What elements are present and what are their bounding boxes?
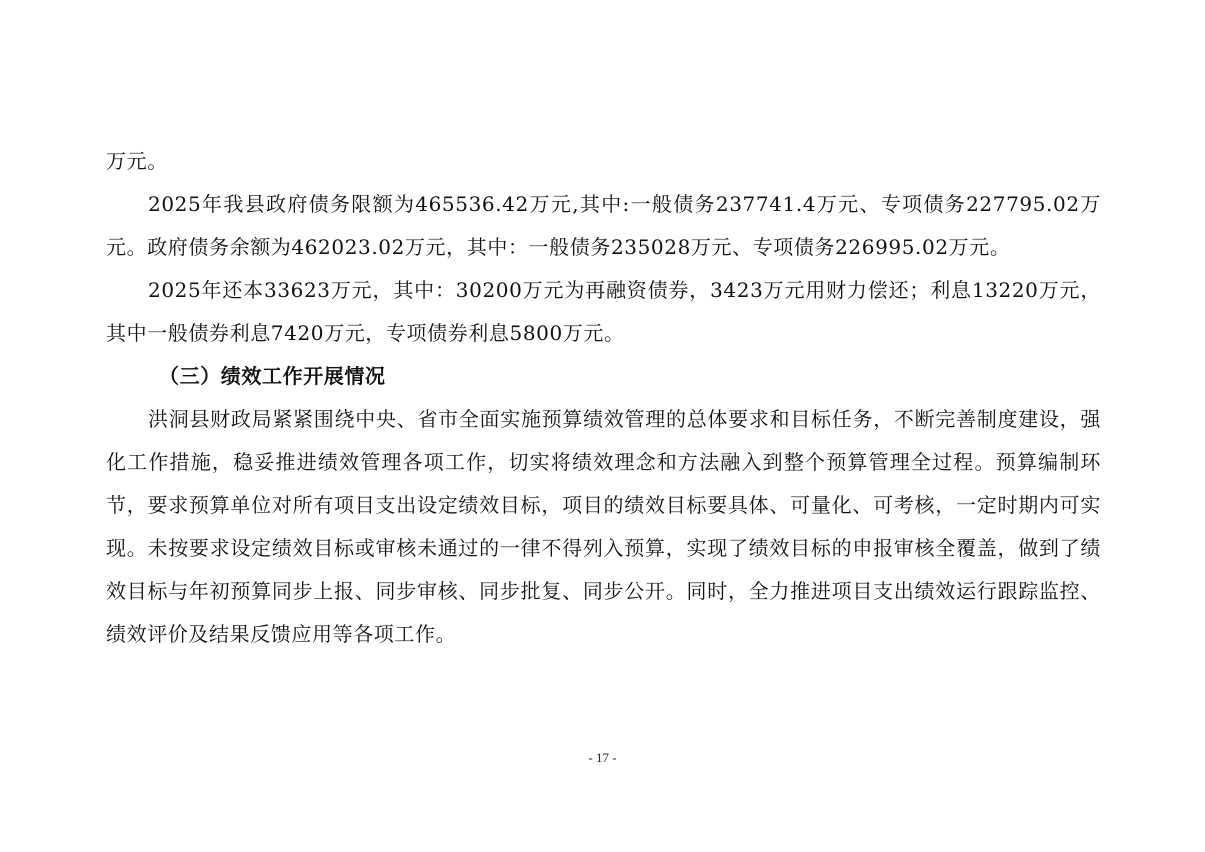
section-heading: （三）绩效工作开展情况 [159, 364, 386, 388]
page-number: - 17 - [588, 750, 617, 765]
performance-paragraph: 洪洞县财政局紧紧围绕中央、省市全面实施预算绩效管理的总体要求和目标任务，不断完善制度建设，强化工作措施，稳妥推进绩效管理各项工作，切实将绩效理念和方法融入到整个预算管理全过程。预算编制环节，要求预算单位对所有项目支出设定绩效目标，项目的绩效目标要具体、可量化、可考核，一定时期内可实现。未按要求设定绩效目标或审核未通过的一律不得列入预算，实现了绩效目标的申报审核全覆盖，做到了绩效目标与年初预算同步上报、同步审核、同步批复、同步公开。同时，全力推进项目支出绩效运行跟踪监控、绩效评价及结果反馈应用等各项工作。 [106, 407, 1101, 646]
debt-limit-paragraph: 2025年我县政府债务限额为465536.42万元,其中:一般债务237741.4万元、专项债务227795.02万元。政府债务余额为462023.02万元，其中：一般债务235028万元、专项债务226995.02万元。 [106, 192, 1101, 259]
repayment-paragraph: 2025年还本33623万元，其中：30200万元为再融资债券，3423万元用财力偿还；利息13220万元，其中一般债券利息7420万元，专项债券利息5800万元。 [106, 278, 1101, 345]
document-body [106, 140, 1101, 656]
continuation-paragraph: 万元。 [106, 149, 168, 173]
